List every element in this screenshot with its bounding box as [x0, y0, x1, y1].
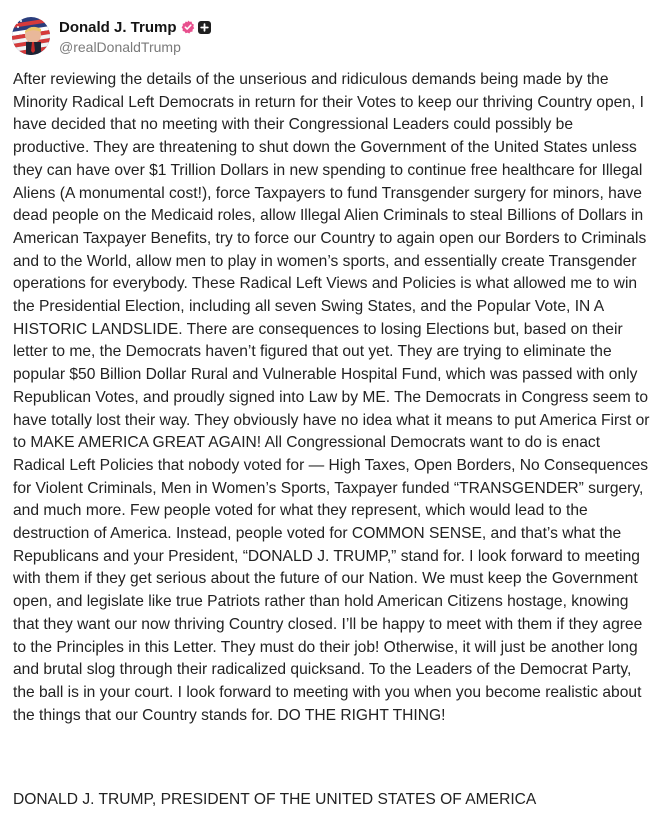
verified-badge-icon — [181, 20, 195, 34]
avatar[interactable] — [12, 17, 50, 55]
post-header — [12, 14, 211, 58]
author-name-row — [59, 17, 211, 37]
flag-avatar-icon — [12, 17, 50, 55]
post-signature: DONALD J. TRUMP, PRESIDENT OF THE UNITED STATES OF AMERICA — [13, 791, 537, 808]
author-display-name[interactable]: Donald J. Trump — [59, 18, 177, 36]
post-body — [13, 69, 653, 727]
post-body-paragraph: After reviewing the details of the unserious and ridiculous demands being made by the Minority Radical Left Democrats in return for their Votes to keep our thriving Country open, I have decided that no meeting with their Congressional Leaders could possibly be productive. They are threatening to shut down the Government of the United States unless they can have over $1 Trillion Dollars in new spending to continue free healthcare for Illegal Aliens (A monumental cost!), force Taxpayers to fund Transgender surgery for minors, have dead people on the Medicaid roles, allow Illegal Alien Criminals to steal Billions of Dollars in American Taxpayer Benefits, try to force our Country to again open our Borders to Criminals and to the World, allow men to play in women’s sports, and essentially create Transgender operations for everybody. These Radical Left Views and Policies is what allowed me to win the Presidential Election, including all seven Swing States, and the Popular Vote, IN A HISTORIC LANDSLIDE. There are consequences to losing Elections but, based on their letter to me, the Democrats haven’t figured that out yet. They are trying to eliminate the popular $50 Billion Dollar Rural and Vulnerable Hospital Fund, which was passed with only Republican Votes, and proudly signed into Law by ME. The Democrats in Congress seem to have totally lost their way. They obviously have no idea what it means to put America First or to MAKE AMERICA GREAT AGAIN! All Congressional Democrats want to do is enact Radical Left Policies that nobody voted for — High Taxes, Open Borders, No Consequences for Violent Criminals, Men in Women’s Sports, Taxpayer funded “TRANSGENDER” surgery, and much more. Few people voted for what they represent, which would lead to the destruction of America. Instead, people voted for COMMON SENSE, and that’s what the Republicans and your President, “DONALD J. TRUMP,” stand for. I look forward to meeting with them if they get serious about the future of our Nation. We must keep the Government open, and legislate like true Patriots rather than hold American Citizens hostage, knowing that they want our now thriving Country closed. I’ll be happy to meet with them if they agree to the Principles in this Letter. They must do their job! Otherwise, it will just be another long and brutal slog through their radicalized quicksand. To the Leaders of the Democrat Party, the ball is in your court. I look forward to meeting with you when you become realistic about the things that our Country stands for. DO THE RIGHT THING! — [13, 71, 650, 724]
author-info — [59, 17, 211, 55]
author-handle[interactable]: @realDonaldTrump — [59, 39, 181, 55]
plus-badge-icon[interactable] — [198, 21, 211, 34]
